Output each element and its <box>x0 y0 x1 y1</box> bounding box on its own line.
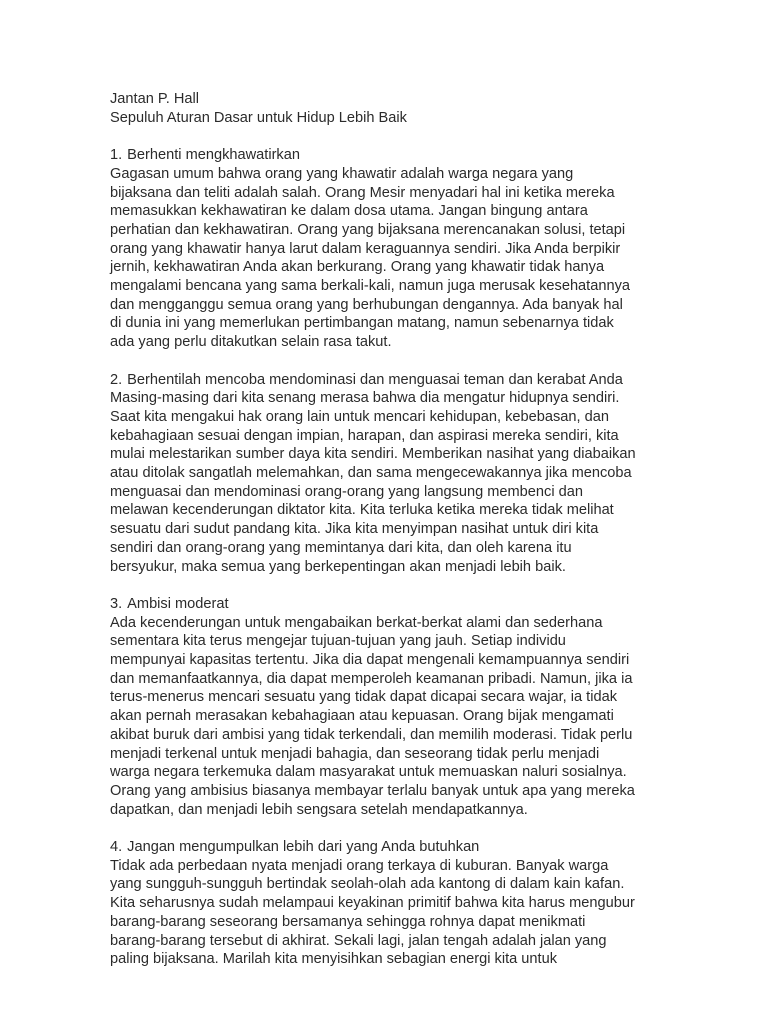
paragraph-line: Kita seharusnya sudah melampaui keyakinan primitif bahwa kita harus mengubur <box>110 895 635 912</box>
paragraph-line: warga negara terkemuka dalam masyarakat untuk memuaskan naluri sosialnya. <box>110 764 627 781</box>
paragraph-line: ada yang perlu ditakutkan selain rasa takut. <box>110 334 392 351</box>
section-1 <box>110 146 665 352</box>
document-title: Sepuluh Aturan Dasar untuk Hidup Lebih Baik <box>110 109 407 126</box>
paragraph-line: mempunyai kapasitas tertentu. Jika dia dapat mengenali kemampuannya sendiri <box>110 652 630 669</box>
paragraph-line: paling bijaksana. Marilah kita menyisihkan sebagian energi kita untuk <box>110 951 557 968</box>
section-heading-text: Berhentilah mencoba mendominasi dan menguasai teman dan kerabat Anda <box>127 371 623 388</box>
paragraph-line: terus-menerus mencari sesuatu yang tidak dapat dicapai secara wajar, ia tidak <box>110 689 617 706</box>
paragraph-line: akan pernah merasakan kebahagiaan atau kepuasan. Orang bijak mengamati <box>110 708 614 725</box>
paragraph-line: Saat kita mengakui hak orang lain untuk mencari kehidupan, kebebasan, dan <box>110 408 609 425</box>
paragraph-line: atau ditolak sangatlah melemahkan, dan sama mengecewakannya jika mencoba <box>110 465 632 482</box>
paragraph-line: akibat buruk dari ambisi yang tidak terkendali, dan memilih moderasi. Tidak perlu <box>110 726 633 743</box>
paragraph-line: Orang yang ambisius biasanya membayar terlalu banyak untuk apa yang mereka <box>110 782 635 799</box>
paragraph-line: sendiri dan orang-orang yang memintanya dari kita, dan oleh karena itu <box>110 539 572 556</box>
paragraph-line: menjadi terkenal untuk menjadi bahagia, dan seseorang tidak perlu menjadi <box>110 745 600 762</box>
paragraph-line: orang yang khawatir hanya larut dalam keraguannya sendiri. Jika Anda berpikir <box>110 240 621 257</box>
document-page <box>110 90 665 969</box>
paragraph-line: Gagasan umum bahwa orang yang khawatir adalah warga negara yang <box>110 165 574 182</box>
paragraph-line: bijaksana dan teliti adalah salah. Orang Mesir menyadari hal ini ketika mereka <box>110 184 615 201</box>
section-number: 3. <box>110 595 123 612</box>
paragraph-line: kebahagiaan sesuai dengan impian, harapan, dan aspirasi mereka sendiri, kita <box>110 427 619 444</box>
section-number: 4. <box>110 839 123 856</box>
paragraph-line: sesuatu dari sudut pandang kita. Jika kita menyimpan nasihat untuk diri kita <box>110 521 599 538</box>
paragraph-line: di dunia ini yang memerlukan pertimbangan matang, namun sebenarnya tidak <box>110 315 614 332</box>
paragraph-line: Masing-masing dari kita senang merasa bahwa dia mengatur hidupnya sendiri. <box>110 390 620 407</box>
section-heading <box>110 595 665 614</box>
section-heading <box>110 838 665 857</box>
paragraph-line: bersyukur, maka semua yang berkepentingan akan menjadi lebih baik. <box>110 558 566 575</box>
paragraph-line: mengalami bencana yang sama berkali-kali, namun juga merusak kesehatannya <box>110 278 630 295</box>
section-number: 2. <box>110 371 123 388</box>
section-heading <box>110 371 665 390</box>
paragraph-line: barang-barang seseorang bersamanya sehingga rohnya dapat menikmati <box>110 913 586 930</box>
section-4 <box>110 838 665 969</box>
paragraph-line: melawan kecenderungan diktator kita. Kita terluka ketika mereka tidak melihat <box>110 502 614 519</box>
paragraph-line: dapatkan, dan menjadi lebih sengsara setelah mendapatkannya. <box>110 801 528 818</box>
section-heading-text: Ambisi moderat <box>127 595 229 612</box>
section-2 <box>110 371 665 577</box>
paragraph-line: memasukkan kekhawatiran ke dalam dosa utama. Jangan bingung antara <box>110 203 588 220</box>
paragraph-line: dan mengganggu semua orang yang berhubungan dengannya. Ada banyak hal <box>110 296 623 313</box>
paragraph-line: jernih, kekhawatiran Anda akan berkurang. Orang yang khawatir tidak hanya <box>110 259 605 276</box>
paragraph-line: mulai melestarikan sumber daya kita sendiri. Memberikan nasihat yang diabaikan <box>110 446 636 463</box>
paragraph-line: yang sungguh-sungguh bertindak seolah-olah ada kantong di dalam kain kafan. <box>110 876 625 893</box>
paragraph-line: Tidak ada perbedaan nyata menjadi orang terkaya di kuburan. Banyak warga <box>110 857 609 874</box>
paragraph-line: Ada kecenderungan untuk mengabaikan berkat-berkat alami dan sederhana <box>110 614 603 631</box>
section-number: 1. <box>110 147 123 164</box>
section-heading-text: Jangan mengumpulkan lebih dari yang Anda butuhkan <box>127 839 480 856</box>
paragraph-line: menguasai dan mendominasi orang-orang yang langsung membenci dan <box>110 483 583 500</box>
paragraph-line: dan memanfaatkannya, dia dapat memperoleh keamanan pribadi. Namun, jika ia <box>110 670 633 687</box>
section-heading-text: Berhenti mengkhawatirkan <box>127 147 300 164</box>
sections-container <box>110 146 665 969</box>
section-3 <box>110 595 665 819</box>
paragraph-line: sementara kita terus mengejar tujuan-tujuan yang jauh. Setiap individu <box>110 633 566 650</box>
author-name: Jantan P. Hall <box>110 91 199 107</box>
paragraph-line: perhatian dan kekhawatiran. Orang yang bijaksana merencanakan solusi, tetapi <box>110 221 626 238</box>
paragraph-line: barang-barang tersebut di akhirat. Sekali lagi, jalan tengah adalah jalan yang <box>110 932 607 949</box>
section-heading <box>110 146 665 165</box>
